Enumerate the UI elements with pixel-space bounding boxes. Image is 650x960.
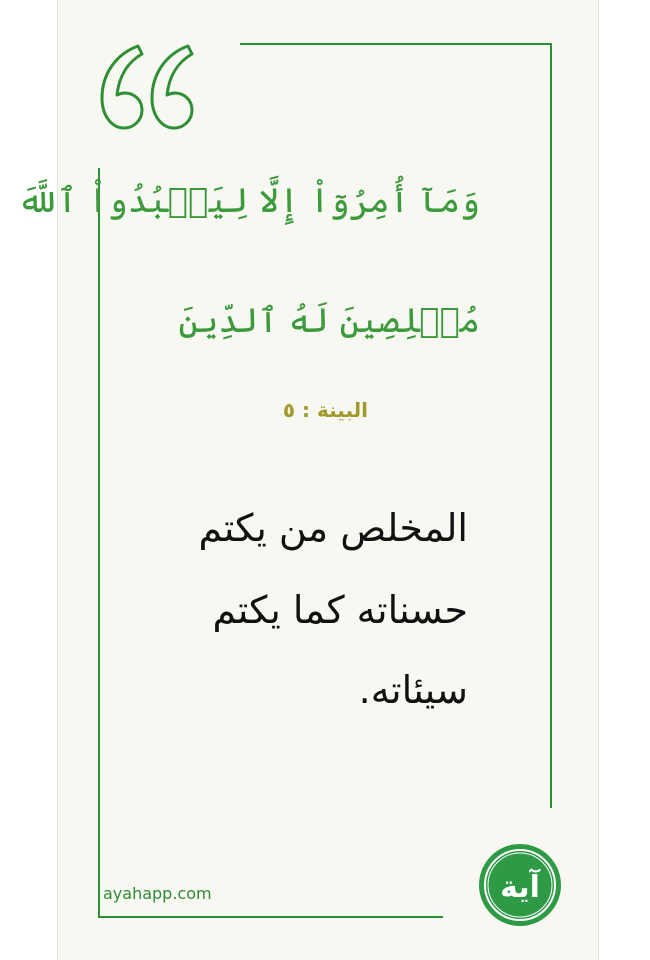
quote-card (17, 0, 599, 960)
double-quote-open-icon (98, 42, 198, 132)
frame-right-line (550, 43, 552, 808)
frame-top-line (240, 43, 552, 45)
verse-line-2: مُخۡلِصِينَ لَهُ ٱلدِّينَ (178, 301, 480, 341)
site-link[interactable]: ayahapp.com (103, 884, 212, 903)
frame-bottom-line (98, 916, 443, 918)
ayah-logo-icon[interactable] (478, 843, 562, 927)
saying-line-2: حسناته كما يكتم (212, 588, 468, 632)
saying-line-1: المخلص من يكتم (198, 506, 468, 550)
logo-text: آية (500, 870, 540, 905)
verse-line-1: وَمَآ أُمِرُوٓاْ إِلَّا لِيَعۡبُدُواْ ٱللَّهَ (17, 181, 480, 221)
saying-line-3: سيئاته. (358, 668, 468, 712)
frame-left-line (98, 168, 100, 918)
verse-reference: البينة : ٥ (282, 398, 368, 422)
